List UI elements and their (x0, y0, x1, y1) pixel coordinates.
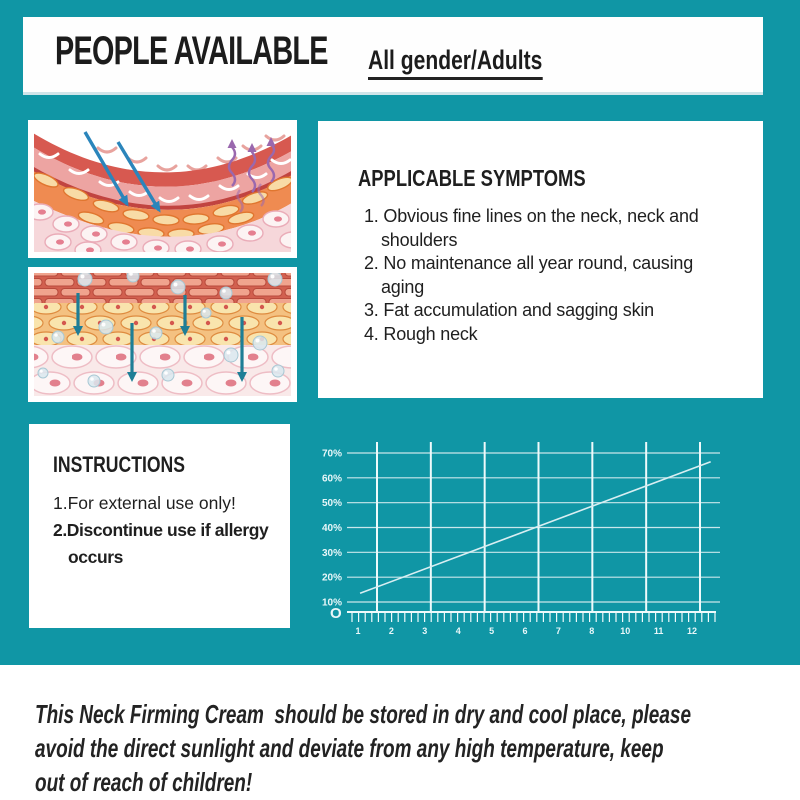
symptoms-heading: APPLICABLE SYMPTOMS (358, 165, 586, 191)
header-banner (23, 17, 763, 95)
instructions-panel (29, 424, 290, 628)
y-tick-label: 70% (322, 448, 342, 460)
y-tick-label: 40% (322, 523, 342, 534)
y-tick-label: 20% (322, 572, 342, 584)
x-tick-label: 7 (555, 626, 561, 636)
x-tick-label: 2 (388, 626, 394, 636)
instruction-item: 1.For external use only! (53, 493, 236, 513)
storage-notice-banner (0, 665, 800, 800)
x-tick-label: 3 (422, 626, 428, 636)
x-tick-label: 11 (653, 626, 664, 636)
x-tick-label: 8 (589, 626, 595, 636)
symptom-item: 4. Rough neck (364, 323, 478, 344)
y-tick-label: 60% (322, 473, 342, 485)
skin-diagram-absorption-svg (28, 267, 297, 402)
stratum-corneum-layer (28, 273, 297, 303)
x-tick-label: 4 (455, 626, 461, 636)
x-tick-label: 10 (620, 626, 631, 636)
skin-diagram-sagging-svg (28, 120, 297, 258)
symptom-item: 1. Obvious fine lines on the neck, neck and shoulders (364, 206, 699, 250)
y-tick-label: 10% (322, 597, 342, 609)
skin-diagram-absorption (28, 267, 297, 402)
audience-label: All gender/Adults (368, 45, 542, 80)
page-title: PEOPLE AVAILABLE (55, 29, 328, 73)
instruction-item: 2.Discontinue use if allergy occurs (53, 520, 269, 567)
storage-notice-line: This Neck Firming Cream should be stored in dry and cool place, please (35, 699, 692, 729)
applicable-symptoms-panel (318, 121, 763, 398)
origin-label: O (330, 605, 342, 622)
y-tick-label: 50% (322, 498, 342, 510)
instructions-list (53, 490, 281, 571)
skin-diagram-sagging (28, 120, 297, 258)
y-tick-label: 30% (322, 547, 342, 559)
symptom-item: 2. No maintenance all year round, causing aging (364, 253, 694, 297)
x-tick-label: 5 (489, 626, 495, 636)
improvement-chart (322, 436, 726, 648)
instructions-heading: INSTRUCTIONS (53, 452, 185, 477)
symptoms-list (364, 205, 732, 346)
symptom-item: 3. Fat accumulation and sagging skin (364, 300, 654, 320)
improvement-chart-svg (322, 436, 726, 648)
x-tick-label: 6 (522, 626, 528, 636)
x-tick-label: 12 (686, 626, 698, 636)
storage-notice-line: avoid the direct sunlight and deviate from any high temperature, keep (35, 733, 664, 763)
storage-notice-line: out of reach of children! (35, 767, 253, 797)
x-tick-label: 1 (355, 626, 361, 636)
